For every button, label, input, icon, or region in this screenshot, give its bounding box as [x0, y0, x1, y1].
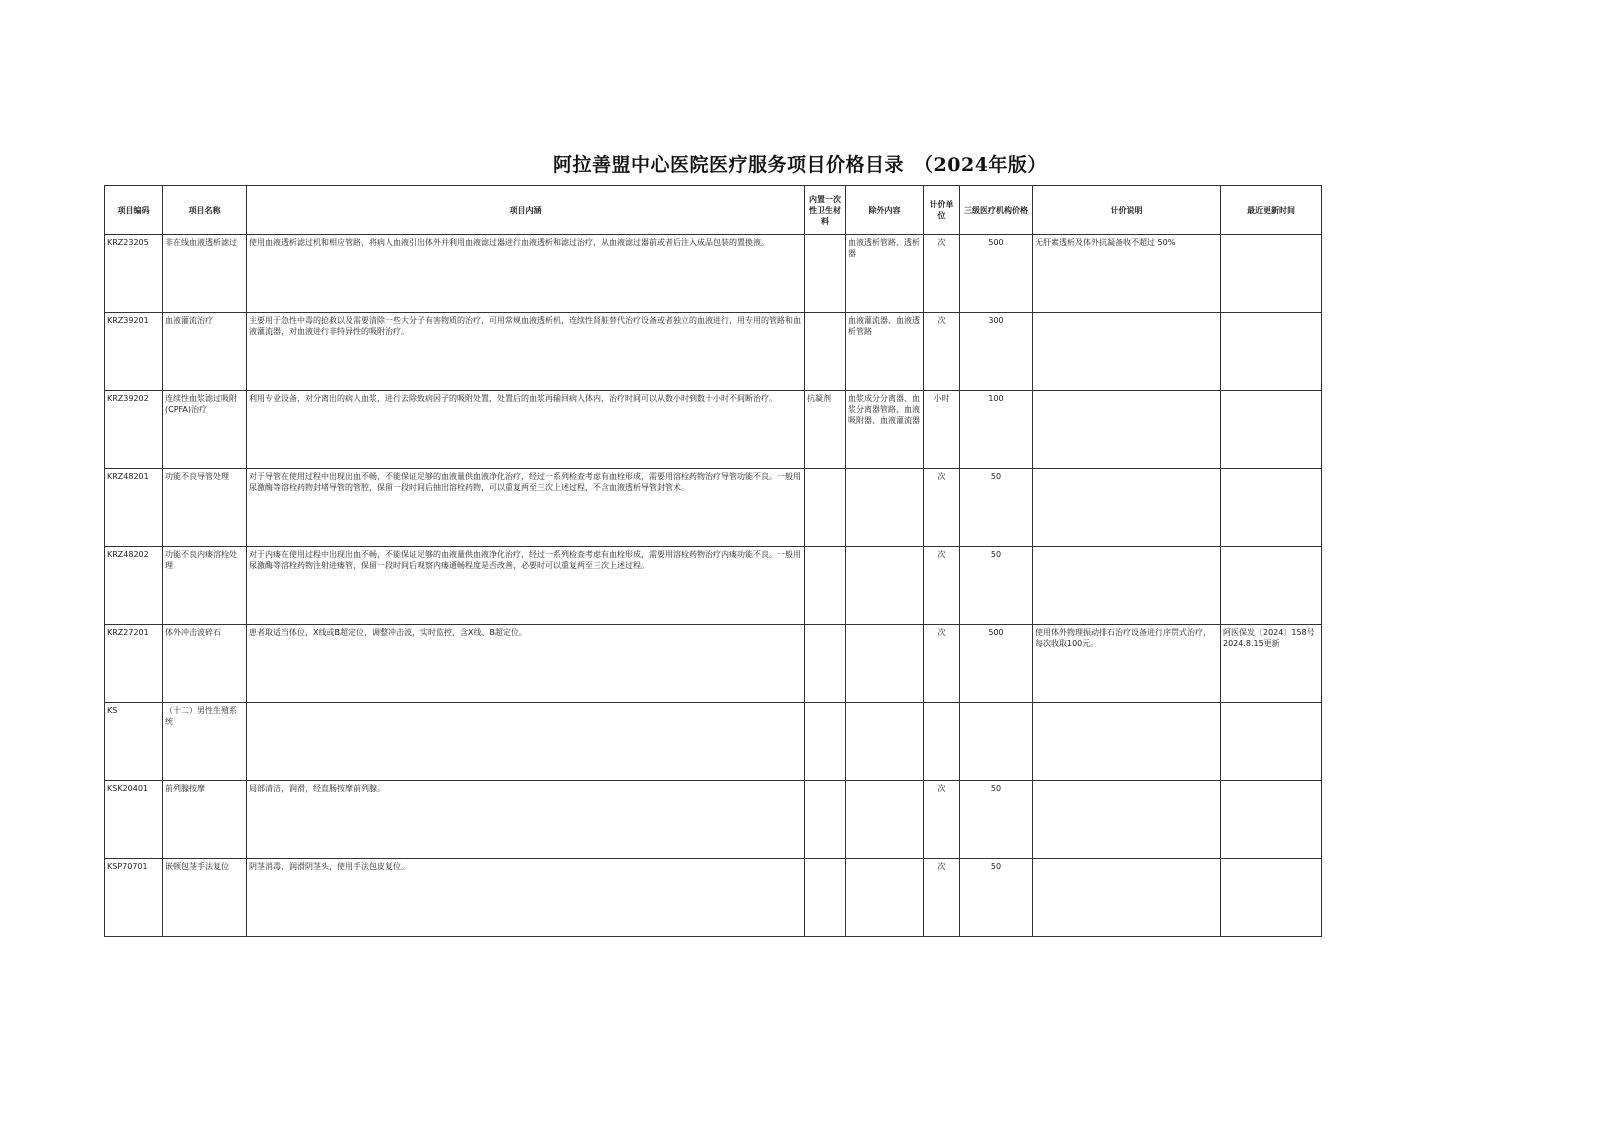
cell-updated: [1221, 781, 1322, 859]
cell-exclude: [846, 859, 924, 937]
cell-unit: 次: [924, 781, 960, 859]
cell-code: KRZ39201: [105, 313, 163, 391]
cell-updated: [1221, 469, 1322, 547]
cell-content: 局部清洁，润滑，经直肠按摩前列腺。: [247, 781, 805, 859]
cell-updated: [1221, 235, 1322, 313]
table-row: [105, 547, 1322, 625]
table-row: [105, 703, 1322, 781]
cell-name: 连续性血浆滤过吸附(CPFA)治疗: [163, 391, 247, 469]
cell-code: KSP70701: [105, 859, 163, 937]
header-note: 计价说明: [1033, 186, 1221, 235]
cell-material: [805, 313, 846, 391]
cell-code: KRZ27201: [105, 625, 163, 703]
cell-name: 体外冲击波碎石: [163, 625, 247, 703]
table-row: [105, 313, 1322, 391]
cell-price: 500: [960, 235, 1033, 313]
header-price: 三级医疗机构价格: [960, 186, 1033, 235]
cell-code: KRZ23205: [105, 235, 163, 313]
cell-exclude: [846, 469, 924, 547]
table-row: [105, 235, 1322, 313]
cell-price: 50: [960, 781, 1033, 859]
cell-price: [960, 703, 1033, 781]
cell-content: [247, 703, 805, 781]
cell-updated: 阿医保发〔2024〕158号 2024.8.15更新: [1221, 625, 1322, 703]
cell-name: 功能不良导管处理: [163, 469, 247, 547]
header-content: 项目内涵: [247, 186, 805, 235]
cell-note: 使用体外物理振动排石治疗设备进行序贯式治疗，每次收取100元。: [1033, 625, 1221, 703]
cell-updated: [1221, 547, 1322, 625]
cell-exclude: [846, 547, 924, 625]
cell-price: 50: [960, 859, 1033, 937]
cell-name: 功能不良内瘘溶栓处理: [163, 547, 247, 625]
cell-note: [1033, 391, 1221, 469]
cell-content: 阴茎消毒，润滑阴茎头，使用手法包皮复位。: [247, 859, 805, 937]
cell-note: [1033, 781, 1221, 859]
cell-exclude: 血浆成分分离器、血浆分离器管路、血液吸附器、血液灌流器: [846, 391, 924, 469]
cell-unit: 次: [924, 313, 960, 391]
cell-code: KRZ48202: [105, 547, 163, 625]
cell-content: 使用血液透析滤过机和相应管路，将病人血液引出体外并利用血液滤过器进行血液透析和滤过治疗，从血液滤过器前或者后注入成品包装的置换液。: [247, 235, 805, 313]
table-row: [105, 781, 1322, 859]
cell-material: [805, 781, 846, 859]
price-catalog-table: [104, 185, 1322, 937]
cell-updated: [1221, 313, 1322, 391]
cell-name: 嵌顿包茎手法复位: [163, 859, 247, 937]
table-row: [105, 859, 1322, 937]
cell-material: [805, 469, 846, 547]
cell-code: KS: [105, 703, 163, 781]
cell-material: [805, 547, 846, 625]
table-row: [105, 391, 1322, 469]
cell-updated: [1221, 859, 1322, 937]
cell-content: 利用专业设备，对分离出的病人血浆，进行去除致病因子的吸附处置，处置后的血浆再输回病人体内，治疗时间可以从数小时到数十小时不间断治疗。: [247, 391, 805, 469]
cell-unit: 次: [924, 235, 960, 313]
cell-code: KSK20401: [105, 781, 163, 859]
table-row: [105, 625, 1322, 703]
cell-unit: 次: [924, 625, 960, 703]
cell-material: [805, 625, 846, 703]
cell-content: 对于内瘘在使用过程中出现出血不畅，不能保证足够的血液量供血液净化治疗，经过一系列检查考虑有血栓形成，需要用溶栓药物治疗内瘘功能不良。一般用尿激酶等溶栓药物注射进瘘管，保留一段时间后观察内瘘通畅程度是否改善，必要时可以重复两至三次上述过程。: [247, 547, 805, 625]
cell-content: 主要用于急性中毒的抢救以及需要清除一些大分子有害物质的治疗，可用常规血液透析机，连续性肾脏替代治疗设备或者独立的血液进行，用专用的管路和血液灌流器，对血液进行非特异性的吸附治疗。: [247, 313, 805, 391]
cell-unit: 次: [924, 859, 960, 937]
cell-exclude: [846, 781, 924, 859]
cell-updated: [1221, 703, 1322, 781]
table-header-row: [105, 186, 1322, 235]
cell-unit: 小时: [924, 391, 960, 469]
cell-note: [1033, 469, 1221, 547]
cell-price: 500: [960, 625, 1033, 703]
header-exclude: 除外内容: [846, 186, 924, 235]
cell-material: [805, 859, 846, 937]
cell-name: 前列腺按摩: [163, 781, 247, 859]
header-name: 项目名称: [163, 186, 247, 235]
page-title: 阿拉善盟中心医院医疗服务项目价格目录 （2024年版）: [553, 154, 1047, 176]
header-code: 项目编码: [105, 186, 163, 235]
cell-material: [805, 703, 846, 781]
cell-price: 50: [960, 469, 1033, 547]
cell-note: [1033, 313, 1221, 391]
cell-code: KRZ39202: [105, 391, 163, 469]
cell-unit: 次: [924, 547, 960, 625]
cell-material: [805, 235, 846, 313]
cell-price: 50: [960, 547, 1033, 625]
cell-note: [1033, 547, 1221, 625]
cell-note: [1033, 859, 1221, 937]
cell-exclude: [846, 625, 924, 703]
cell-updated: [1221, 391, 1322, 469]
cell-material: 抗凝剂: [805, 391, 846, 469]
cell-unit: 次: [924, 469, 960, 547]
header-unit: 计价单位: [924, 186, 960, 235]
cell-name: （十二）男性生殖系统: [163, 703, 247, 781]
cell-exclude: [846, 703, 924, 781]
cell-exclude: 血液透析管路、透析器: [846, 235, 924, 313]
table-row: [105, 469, 1322, 547]
header-material: 内置一次性卫生材料: [805, 186, 846, 235]
cell-exclude: 血液灌流器、血液透析管路: [846, 313, 924, 391]
cell-name: 非在线血液透析滤过: [163, 235, 247, 313]
cell-note: [1033, 703, 1221, 781]
cell-code: KRZ48201: [105, 469, 163, 547]
cell-unit: [924, 703, 960, 781]
cell-content: 对于导管在使用过程中出现出血不畅，不能保证足够的血液量供血液净化治疗，经过一系列检查考虑有血栓形成，需要用溶栓药物治疗导管功能不良。一般用尿激酶等溶栓药物封堵导管的管腔，保留一段时间后抽出溶栓药物，可以重复两至三次上述过程，不含血液透析导管封管术。: [247, 469, 805, 547]
cell-content: 患者取适当体位，X线或B超定位，调整冲击波，实时监控，含X线、B超定位。: [247, 625, 805, 703]
cell-price: 100: [960, 391, 1033, 469]
header-updated: 最近更新时间: [1221, 186, 1322, 235]
cell-price: 300: [960, 313, 1033, 391]
cell-name: 血液灌流治疗: [163, 313, 247, 391]
cell-note: 无肝素透析及体外抗凝备收不超过 50%: [1033, 235, 1221, 313]
